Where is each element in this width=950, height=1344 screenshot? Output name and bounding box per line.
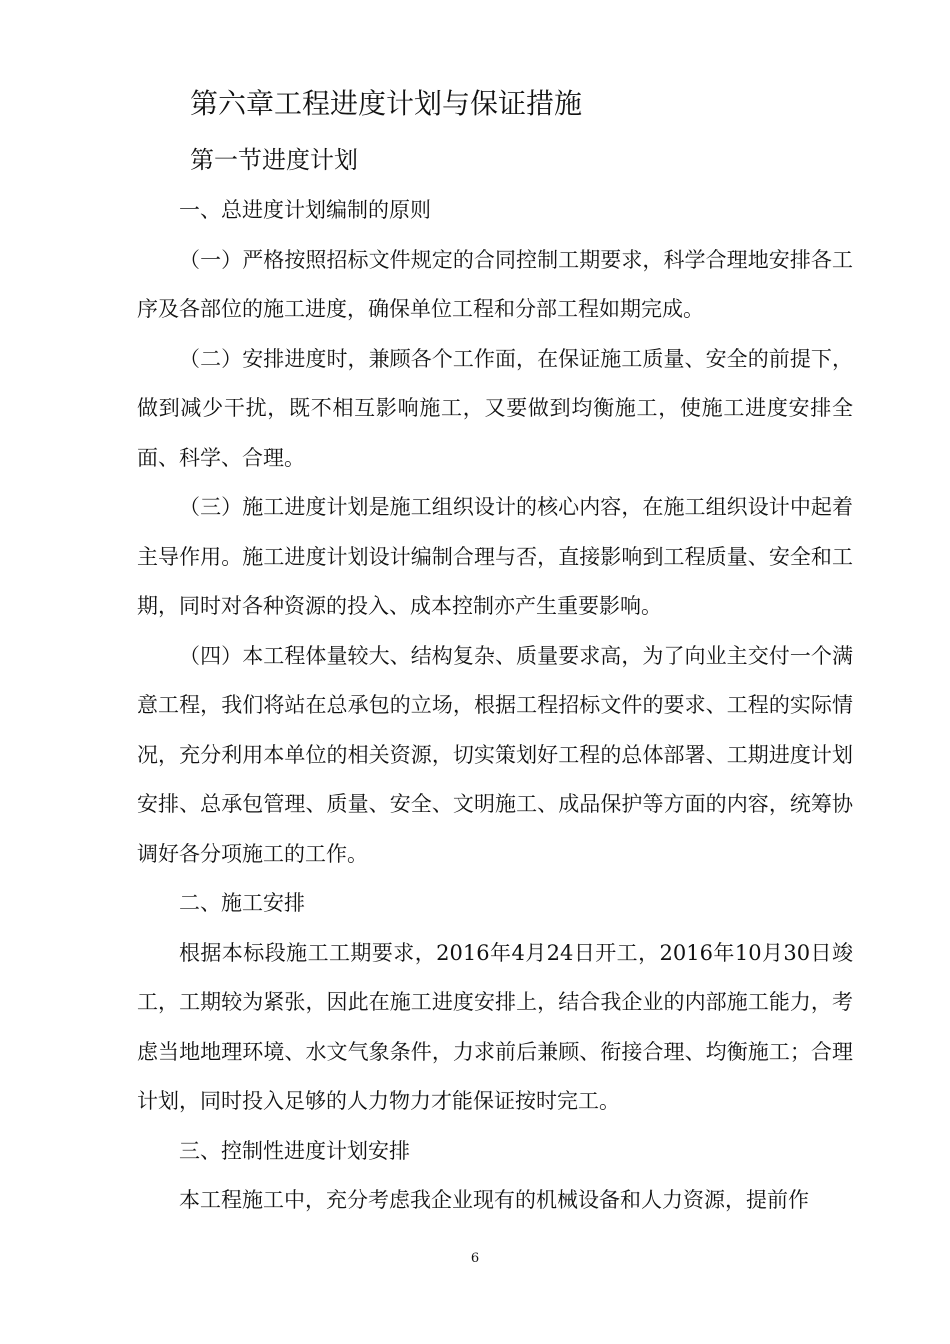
paragraph-principle-3: （三）施工进度计划是施工组织设计的核心内容，在施工组织设计中起着主导作用。施工进度计划设计编制合理与否，直接影响到工程质量、安全和工期，同时对各种资源的投入、成本控制亦产生重要影响。 bbox=[137, 495, 853, 618]
paragraph-principle-1: （一）严格按照招标文件规定的合同控制工期要求，科学合理地安排各工序及各部位的施工进度，确保单位工程和分部工程如期完成。 bbox=[137, 247, 853, 321]
body-text bbox=[137, 186, 853, 1226]
paragraph-construction-arrangement: 根据本标段施工工期要求，2016年4月24日开工，2016年10月30日竣工，工期较为紧张，因此在施工进度安排上，结合我企业的内部施工能力，考虑当地地理环境、水文气象条件，力求前后兼顾、衔接合理、均衡施工；合理计划，同时投入足够的人力物力才能保证按时完工。 bbox=[137, 940, 853, 1113]
paragraph-principle-4: （四）本工程体量较大、结构复杂、质量要求高，为了向业主交付一个满意工程，我们将站在总承包的立场，根据工程招标文件的要求、工程的实际情况，充分利用本单位的相关资源，切实策划好工程的总体部署、工期进度计划安排、总承包管理、质量、安全、文明施工、成品保护等方面的内容，统筹协调好各分项施工的工作。 bbox=[137, 643, 853, 866]
paragraph-control-schedule: 本工程施工中，充分考虑我企业现有的机械设备和人力资源，提前作 bbox=[179, 1188, 809, 1212]
page-number: 6 bbox=[470, 1251, 480, 1266]
heading-construction-arrangement: 二、施工安排 bbox=[179, 891, 305, 915]
section-title: 第一节进度计划 bbox=[190, 146, 358, 174]
heading-principles: 一、总进度计划编制的原则 bbox=[179, 198, 431, 222]
heading-control-schedule: 三、控制性进度计划安排 bbox=[179, 1138, 410, 1163]
chapter-title: 第六章工程进度计划与保证措施 bbox=[190, 87, 583, 120]
paragraph-principle-2: （二）安排进度时，兼顾各个工作面，在保证施工质量、安全的前提下，做到减少干扰，既不相互影响施工，又要做到均衡施工，使施工进度安排全面、科学、合理。 bbox=[137, 346, 853, 470]
